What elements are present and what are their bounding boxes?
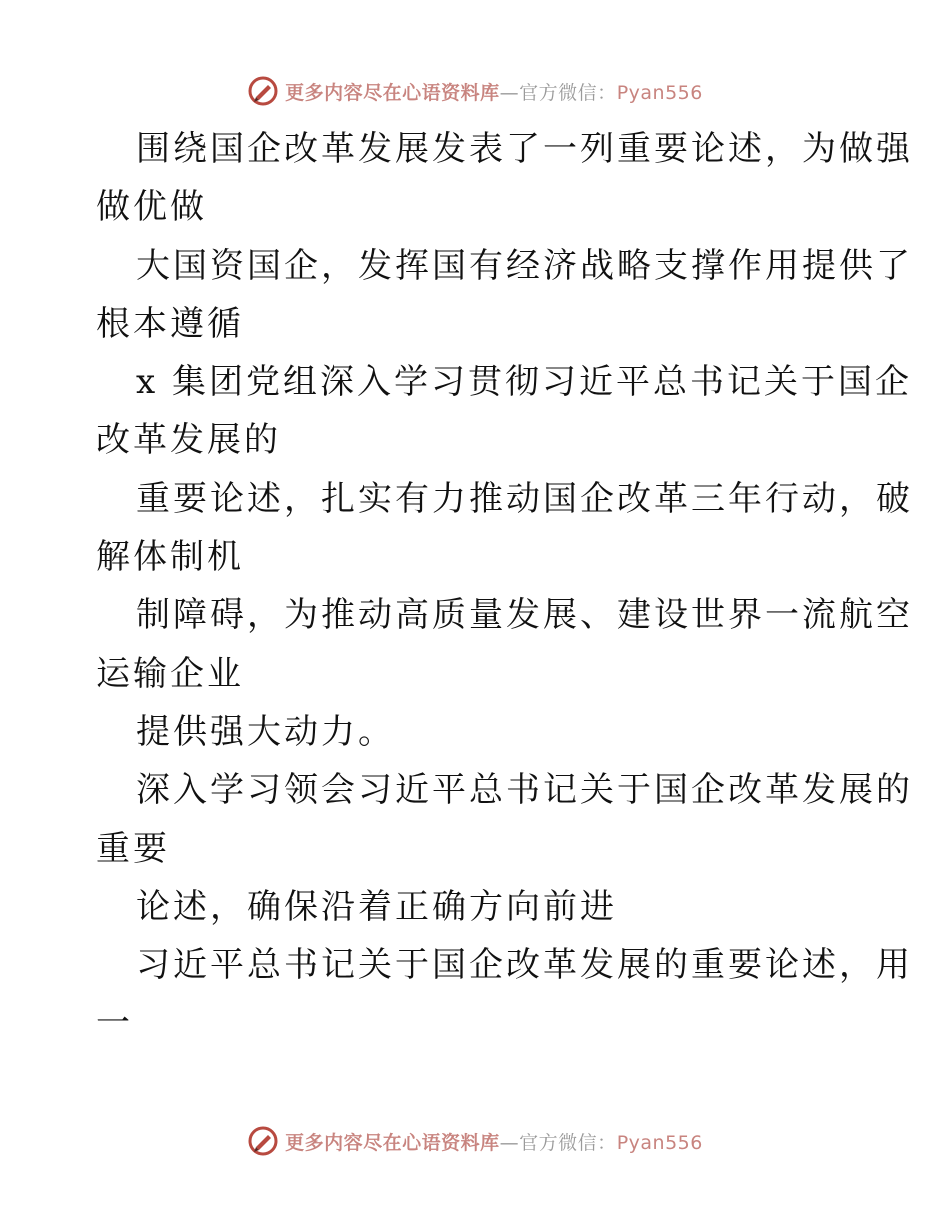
paragraph-line: 运输企业 xyxy=(96,653,244,694)
paragraph-line: 提供强大动力。 xyxy=(136,711,395,752)
paragraph-line: x 集团党组深入学习贯彻习近平总书记关于国企 xyxy=(136,362,912,403)
footer-wechat-id: Pyan556 xyxy=(616,1131,703,1154)
header-wechat-id: Pyan556 xyxy=(616,81,703,104)
paragraph-line: 习近平总书记关于国企改革发展的重要论述，用 xyxy=(136,945,913,986)
pen-circle-icon xyxy=(247,75,279,107)
header-dash: — xyxy=(499,81,520,104)
header-site-name: 更多内容尽在心语资料库 xyxy=(285,81,500,104)
paragraph-line: 论述，确保沿着正确方向前进 xyxy=(136,886,617,927)
header-banner xyxy=(0,71,950,111)
paragraph-line: 重要论述，扎实有力推动国企改革三年行动，破 xyxy=(136,478,913,519)
document-body xyxy=(96,120,913,1053)
footer-banner xyxy=(0,1121,950,1161)
pen-circle-icon xyxy=(247,1125,279,1157)
paragraph-line: 根本遵循 xyxy=(96,303,244,344)
paragraph-line: 解体制机 xyxy=(96,537,244,578)
footer-banner-text xyxy=(285,1128,703,1155)
paragraph-line: 深入学习领会习近平总书记关于国企改革发展的 xyxy=(136,770,913,811)
footer-dash: — xyxy=(499,1131,520,1154)
paragraph-line: 大国资国企，发挥国有经济战略支撑作用提供了 xyxy=(136,245,913,286)
footer-site-name: 更多内容尽在心语资料库 xyxy=(285,1131,500,1154)
header-banner-text xyxy=(285,78,703,105)
footer-wechat-label: 官方微信： xyxy=(519,1131,617,1154)
paragraph-line: 围绕国企改革发展发表了一列重要论述，为做强 xyxy=(136,129,913,169)
paragraph-line: 改革发展的 xyxy=(96,420,281,461)
paragraph-line: 重要 xyxy=(96,828,170,869)
paragraph-line: 制障碍，为推动高质量发展、建设世界一流航空 xyxy=(136,595,913,636)
header-wechat-label: 官方微信： xyxy=(519,81,617,104)
paragraph-line: 一 xyxy=(96,1003,133,1044)
paragraph-line: 做优做 xyxy=(96,187,207,228)
